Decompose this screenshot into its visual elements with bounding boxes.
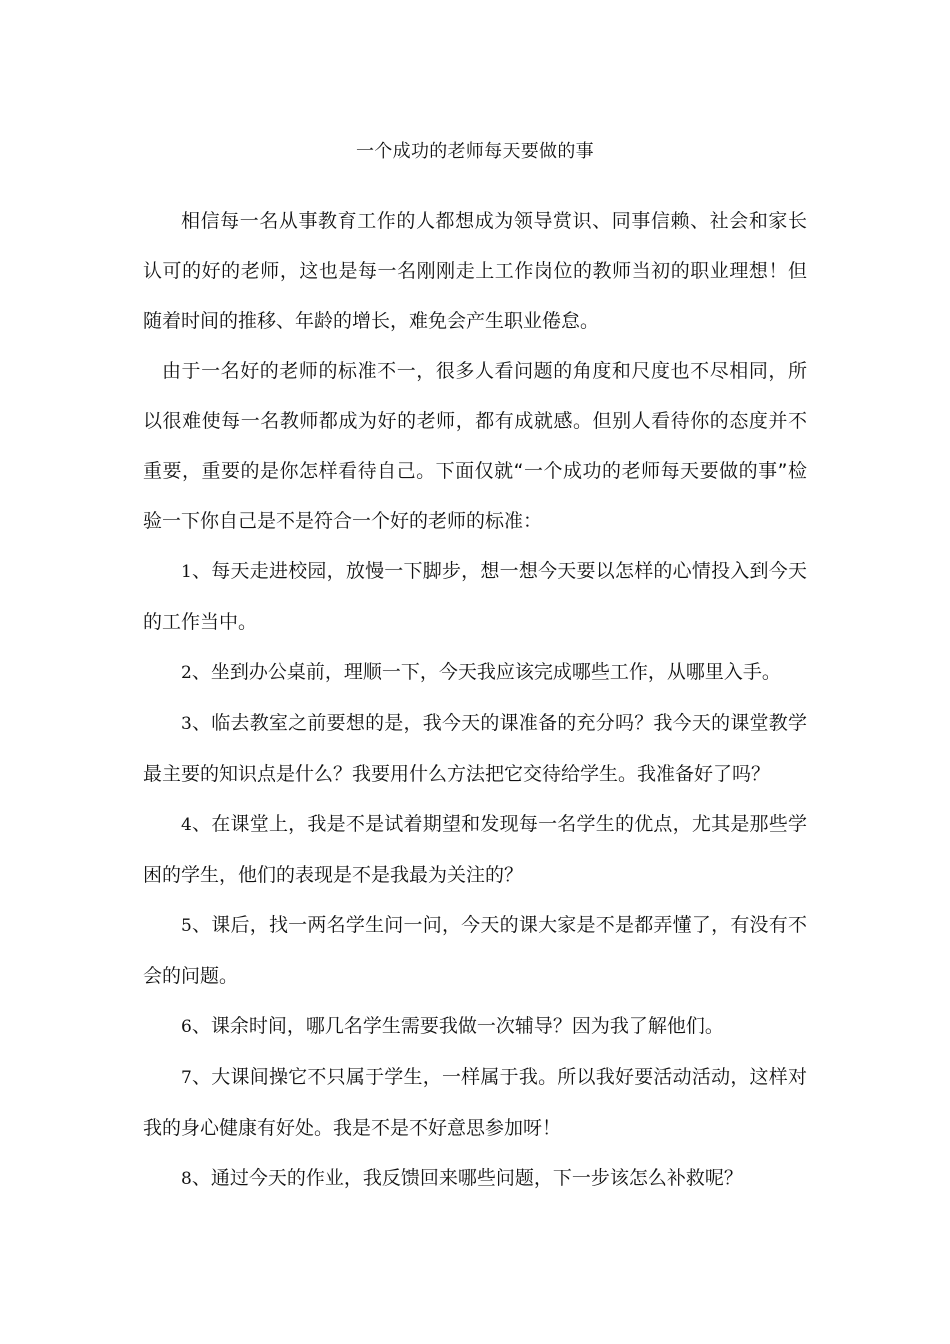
list-item (143, 1052, 807, 1153)
item-number: 1 (181, 562, 192, 582)
item-number: 7 (181, 1068, 192, 1088)
item-number: 8 (181, 1169, 192, 1189)
item-text: 、临去教室之前要想的是，我今天的课准备的充分吗？我今天的课堂教学最主要的知识点是什么？我要用什么方法把它交待给学生。我准备好了吗？ (143, 712, 807, 785)
item-text: 、在课堂上，我是不是试着期望和发现每一名学生的优点，尤其是那些学困的学生，他们的表现是不是我最为关注的？ (143, 813, 807, 886)
item-number: 5 (181, 916, 192, 936)
item-number: 3 (181, 714, 192, 734)
item-number: 4 (181, 815, 192, 835)
item-number: 6 (181, 1017, 192, 1037)
item-text: 、每天走进校园，放慢一下脚步，想一想今天要以怎样的心情投入到今天的工作当中。 (143, 560, 807, 633)
item-text: 、坐到办公桌前，理顺一下，今天我应该完成哪些工作，从哪里入手。 (191, 661, 781, 683)
list-item (143, 799, 807, 900)
list-item (143, 647, 807, 698)
document-body (143, 196, 807, 1204)
item-text: 、通过今天的作业，我反馈回来哪些问题，下一步该怎么补救呢？ (191, 1167, 743, 1189)
item-text: 、课余时间，哪几名学生需要我做一次辅导？因为我了解他们。 (191, 1015, 724, 1037)
intro-paragraph-2: 由于一名好的老师的标准不一，很多人看问题的角度和尺度也不尽相同，所以很难使每一名教师都成为好的老师，都有成就感。但别人看待你的态度并不重要，重要的是你怎样看待自己。下面仅就“一个成功的老师每天要做的事”检验一下你自己是不是符合一个好的老师的标准： (143, 360, 807, 532)
item-text: 、课后，找一两名学生问一问，今天的课大家是不是都弄懂了，有没有不会的问题。 (143, 914, 807, 987)
list-item (143, 1001, 807, 1052)
document-title: 一个成功的老师每天要做的事 (356, 141, 594, 162)
item-number: 2 (181, 663, 192, 683)
list-item (143, 1153, 807, 1204)
list-item (143, 546, 807, 647)
list-item (143, 900, 807, 1001)
item-text: 、大课间操它不只属于学生，一样属于我。所以我好要活动活动，这样对我的身心健康有好处。我是不是不好意思参加呀！ (143, 1066, 807, 1139)
intro-paragraph-1: 相信每一名从事教育工作的人都想成为领导赏识、同事信赖、社会和家长认可的好的老师，这也是每一名刚刚走上工作岗位的教师当初的职业理想！但随着时间的推移、年龄的增长，难免会产生职业倦怠。 (143, 210, 807, 332)
list-item (143, 698, 807, 799)
